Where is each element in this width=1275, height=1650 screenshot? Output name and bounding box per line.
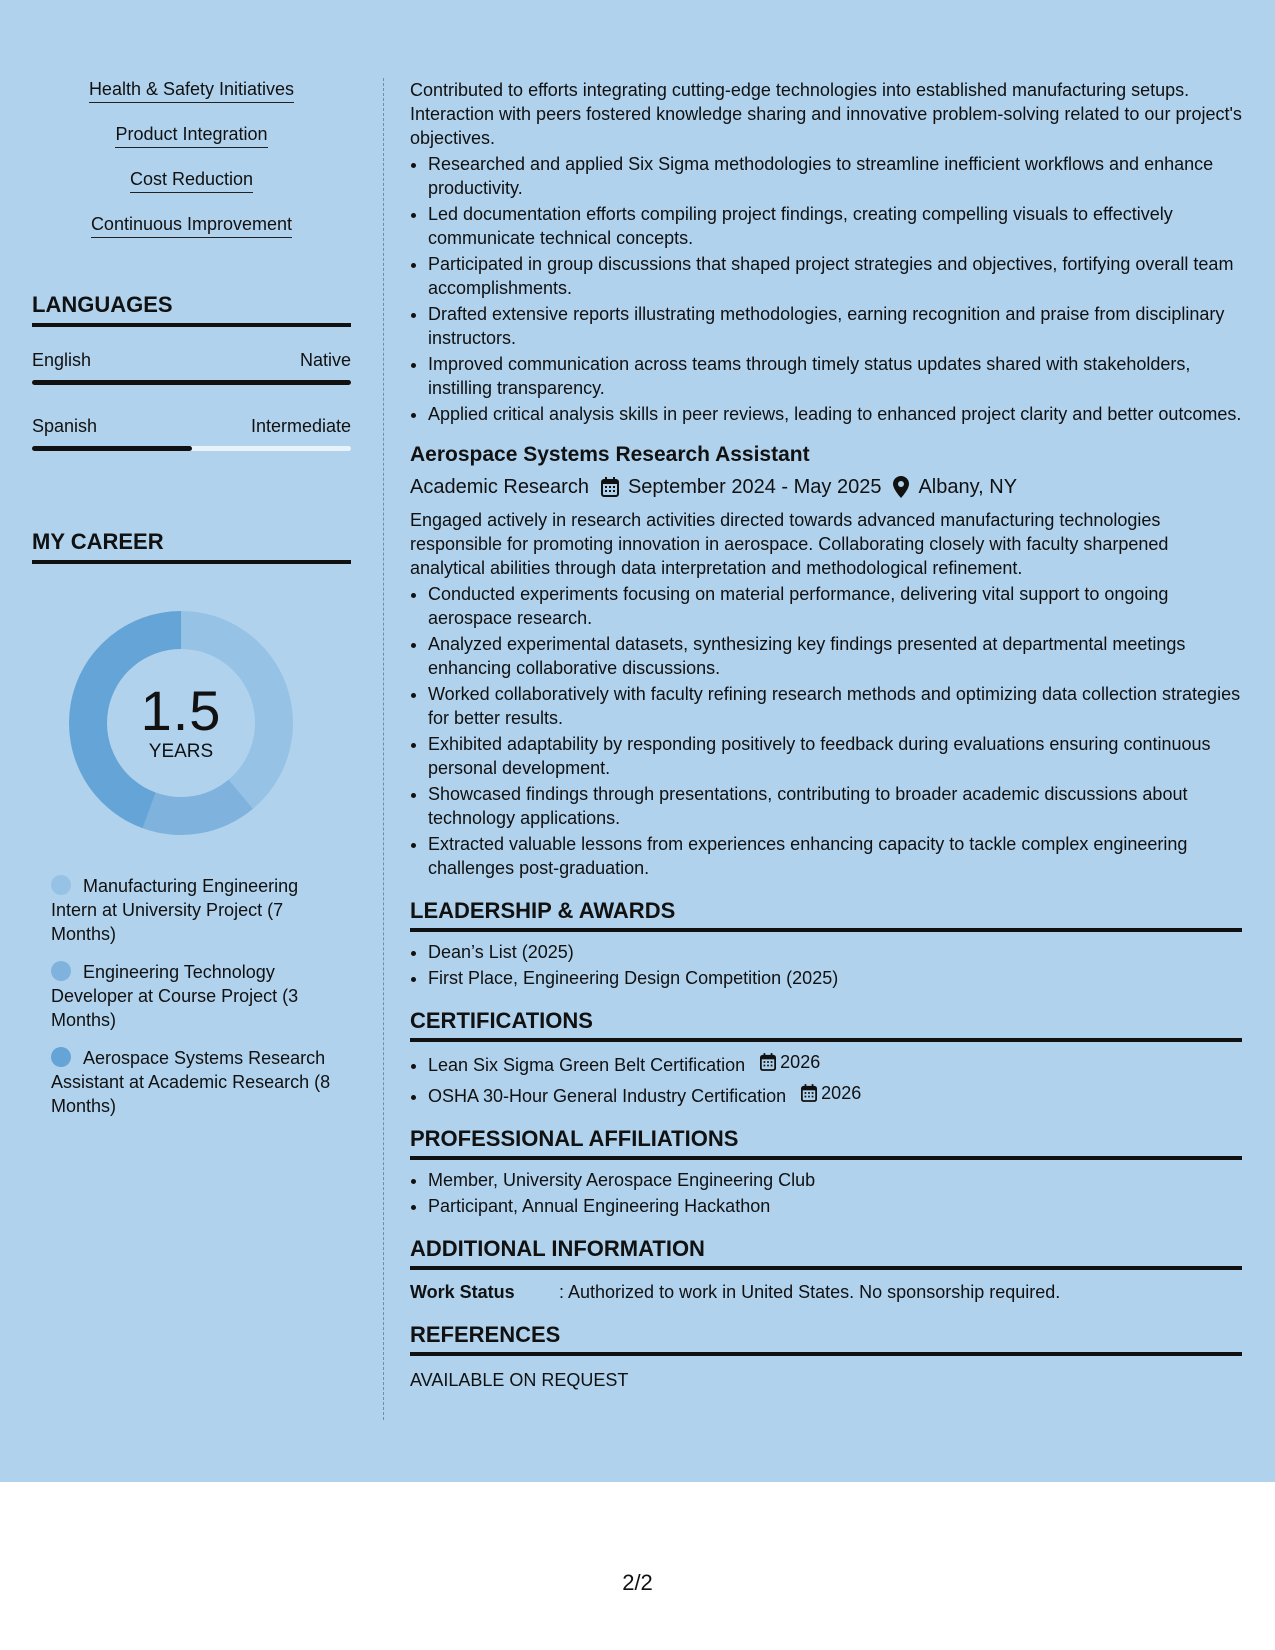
language-level: Intermediate [250,416,351,436]
bullet-item: • Led documentation efforts compiling project findings, creating compelling visuals to effectively communicate technical concepts. [428,202,1242,250]
leadership-list [410,940,1242,990]
certifications-heading: CERTIFICATIONS [410,1008,1242,1042]
certification-name: Lean Six Sigma Green Belt Certification [428,1055,746,1075]
languages-heading: LANGUAGES [32,292,351,327]
legend-dot [51,1047,71,1067]
leadership-heading: LEADERSHIP & AWARDS [410,898,1242,932]
legend-dot [51,875,71,895]
sidebar [32,78,351,1132]
affiliation-item: • Member, University Aerospace Engineering Club [428,1168,1242,1192]
skill-item: Cost Reduction [130,168,253,193]
career-total-unit: YEARS [148,741,214,762]
page-number: 2/2 [622,1570,653,1595]
certifications-list [410,1050,1242,1108]
job-organization: Academic Research [410,476,589,498]
job-bullets [410,582,1242,880]
career-legend-item [51,874,331,946]
bullet-item: • Extracted valuable lessons from experiences enhancing capacity to tackle complex engineering challenges post-graduation. [428,832,1242,880]
job-title: Aerospace Systems Research Assistant [410,443,810,466]
affiliations-list [410,1168,1242,1218]
language-proficiency-fill [32,446,192,451]
career-heading: MY CAREER [32,529,351,564]
bullet-item: • Conducted experiments focusing on material performance, delivering vital support to ongoing aerospace research. [428,582,1242,630]
column-divider [383,78,384,1420]
work-status-row [410,1280,1242,1304]
calendar-icon [601,477,619,497]
calendar-icon [760,1053,776,1071]
certification-year: 2026 [821,1083,862,1103]
language-proficiency-fill [32,380,351,385]
bullet-item: • Drafted extensive reports illustrating methodologies, earning recognition and praise from disciplinary instructors. [428,302,1242,350]
skill-item: Product Integration [115,123,267,148]
job-summary: Engaged actively in research activities directed towards advanced manufacturing technologies responsible for promoting innovation in aerospace. Collaborating closely with faculty sharpened analytical abilities through data interpretation and methodological refinement. [410,510,1169,578]
language-name: Spanish [32,416,98,436]
language-proficiency-bar [32,446,351,451]
career-legend-label: Engineering Technology Developer at Course Project (3 Months) [51,962,299,1030]
references-heading: REFERENCES [410,1322,1242,1356]
language-item [32,415,351,451]
certification-year: 2026 [780,1052,821,1072]
previous-role-summary: Contributed to efforts integrating cutting-edge technologies into established manufacturing setups. Interaction with peers fostered knowledge sharing and innovative problem-solving related to our project's objectives. [410,80,1242,148]
bullet-item: • Researched and applied Six Sigma methodologies to streamline inefficient workflows and enhance productivity. [428,152,1242,200]
language-level: Native [299,350,351,370]
location-pin-icon [893,476,909,498]
award-item: • First Place, Engineering Design Competition (2025) [428,966,1242,990]
career-total-years: 1.5 [140,679,222,742]
certification-name: OSHA 30-Hour General Industry Certification [428,1086,787,1106]
career-donut-chart [66,608,296,838]
additional-info-heading: ADDITIONAL INFORMATION [410,1236,1242,1270]
career-legend-label: Manufacturing Engineering Intern at University Project (7 Months) [51,876,299,944]
language-proficiency-bar [32,380,351,385]
skill-item: Health & Safety Initiatives [89,78,294,103]
bullet-item: • Showcased findings through presentations, contributing to broader academic discussions about technology applications. [428,782,1242,830]
bullet-item: • Improved communication across teams through timely status updates shared with stakeholders, instilling transparency. [428,352,1242,400]
calendar-icon [801,1084,817,1102]
bullet-item: • Worked collaboratively with faculty refining research methods and optimizing data collection strategies for better results. [428,682,1242,730]
job-location: Albany, NY [918,476,1018,498]
job-dates: September 2024 - May 2025 [627,476,882,498]
work-status-value: : Authorized to work in United States. No sponsorship required. [559,1282,1061,1302]
language-item [32,349,351,385]
certification-item [428,1081,1242,1108]
skill-item: Continuous Improvement [91,213,292,238]
career-legend-label: Aerospace Systems Research Assistant at Academic Research (8 Months) [51,1048,331,1116]
affiliations-heading: PROFESSIONAL AFFILIATIONS [410,1126,1242,1160]
affiliation-item: • Participant, Annual Engineering Hackathon [428,1194,1242,1218]
certification-item [428,1050,1242,1077]
references-text: AVAILABLE ON REQUEST [410,1370,629,1390]
career-legend-item [51,1046,331,1118]
main-content [410,78,1242,1392]
career-legend-item [51,960,331,1032]
language-name: English [32,350,92,370]
bullet-item: • Applied critical analysis skills in peer reviews, leading to enhanced project clarity and better outcomes. [428,402,1242,426]
previous-role-bullets [410,152,1242,426]
bullet-item: • Exhibited adaptability by responding positively to feedback during evaluations ensuring continuous personal development. [428,732,1242,780]
career-legend [51,874,331,1118]
bullet-item: • Analyzed experimental datasets, synthesizing key findings presented at departmental meetings enhancing collaborative discussions. [428,632,1242,680]
award-item: • Dean’s List (2025) [428,940,1242,964]
legend-dot [51,961,71,981]
job-meta [410,474,1242,500]
bullet-item: • Participated in group discussions that shaped project strategies and objectives, fortifying overall team accomplishments. [428,252,1242,300]
work-status-label: Work Status [410,1282,515,1302]
skills-list [32,78,351,258]
